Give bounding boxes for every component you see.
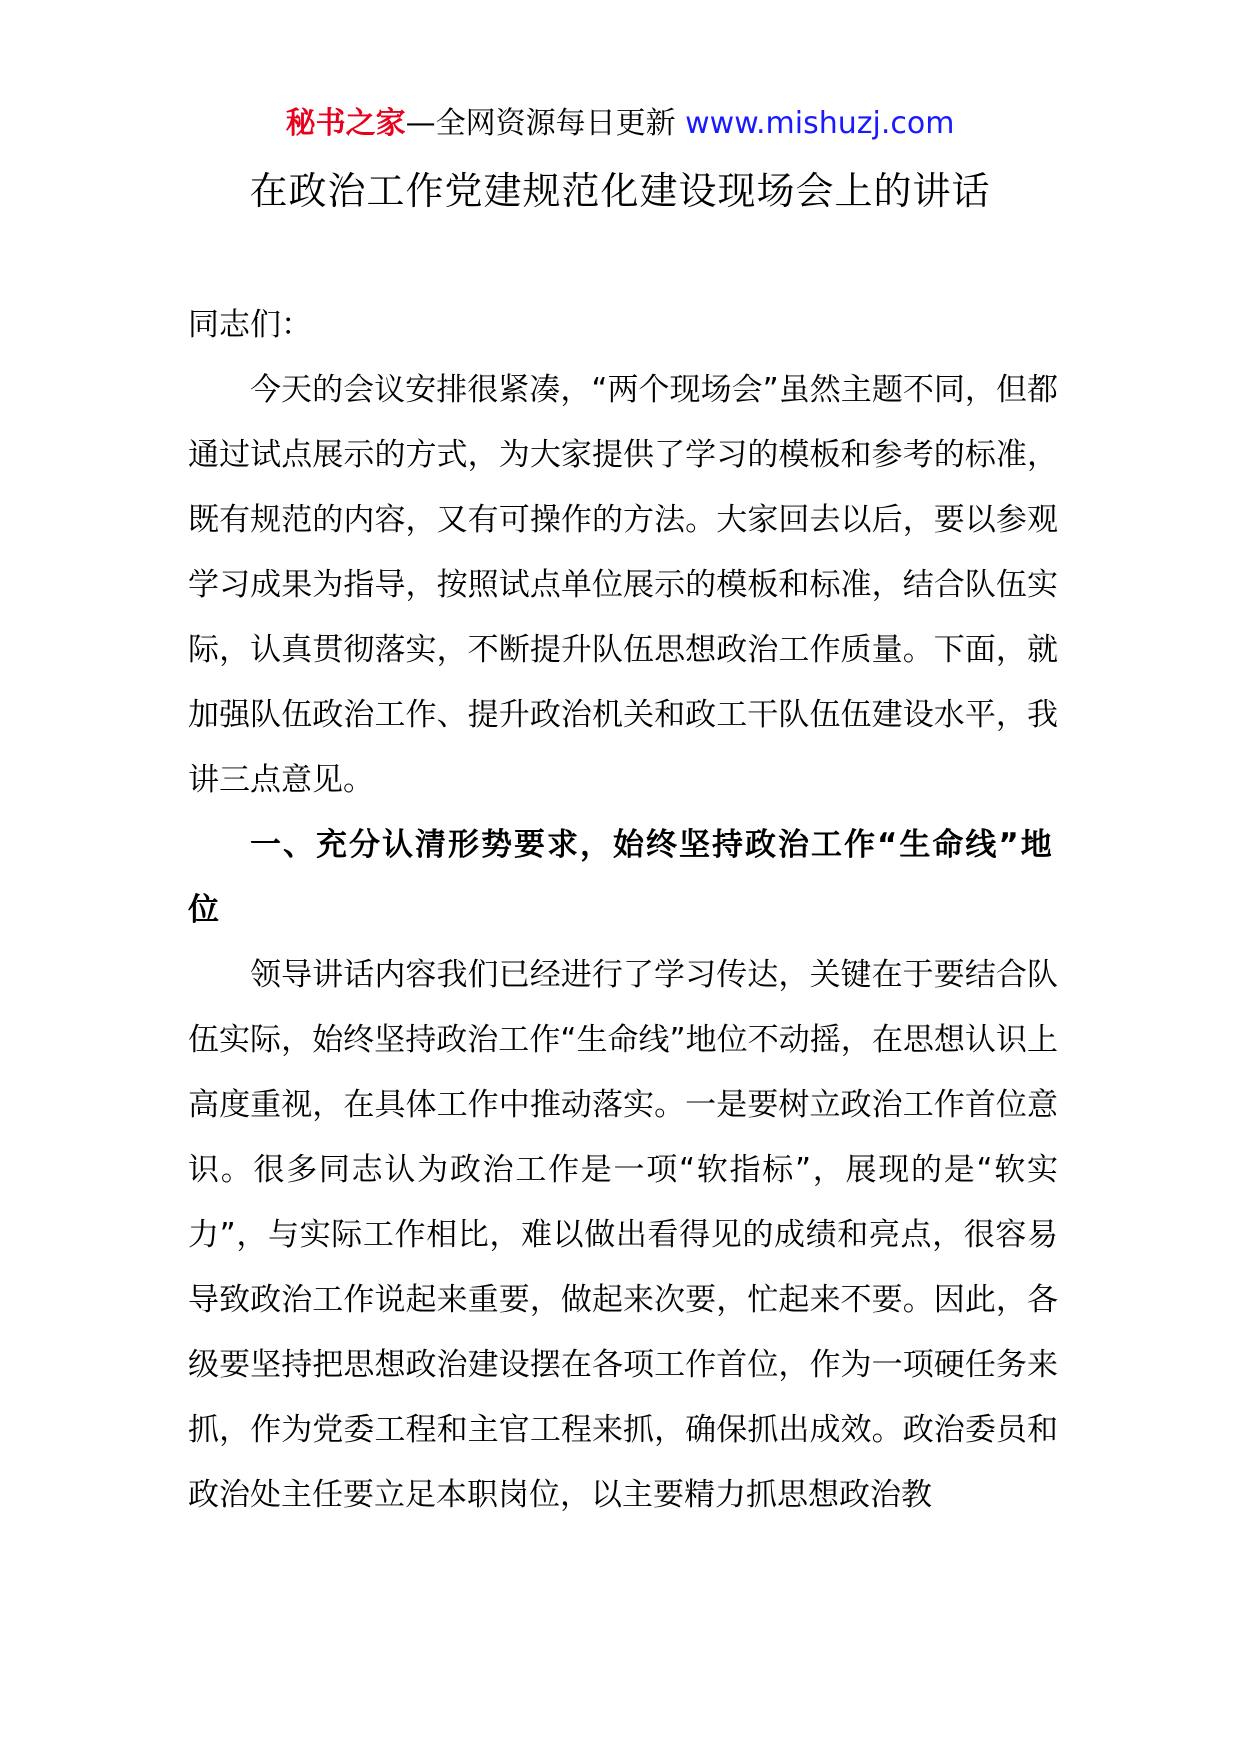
section-heading-1: 一、充分认清形势要求，始终坚持政治工作“生命线”地位	[188, 827, 1054, 928]
document-title: 在政治工作党建规范化建设现场会上的讲话	[249, 169, 991, 213]
brand-name: 秘书之家	[285, 106, 406, 141]
paragraph-section-1: 领导讲话内容我们已经进行了学习传达，关键在于要结合队伍实际，始终坚持政治工作“生命线”地位不动摇，在思想认识上高度重视，在具体工作中推动落实。一是要树立政治工作首位意识。很多同志认为政治工作是一项“软指标”，展现的是“软实力”，与实际工作相比，难以做出看得见的成绩和亮点，很容易导致政治工作说起来重要，做起来次要，忙起来不要。因此，各级要坚持把思想政治建设摆在各项工作首位，作为一项硬任务来抓，作为党委工程和主官工程来抓，确保抓出成效。政治委员和政治处主任要立足本职岗位，以主要精力抓思想政治教	[188, 957, 1058, 1513]
site-header	[0, 102, 1240, 146]
salutation: 同志们：	[188, 307, 312, 343]
site-url-link[interactable]: www.mishuzj.com	[685, 106, 955, 141]
document-body	[188, 293, 1058, 1528]
site-tagline: —全网资源每日更新	[405, 106, 676, 141]
paragraph-intro: 今天的会议安排很紧凑，“两个现场会”虽然主题不同，但都通过试点展示的方式，为大家提供了学习的模板和参考的标准，既有规范的内容，又有可操作的方法。大家回去以后，要以参观学习成果为指导，按照试点单位展示的模板和标准，结合队伍实际，认真贯彻落实，不断提升队伍思想政治工作质量。下面，就加强队伍政治工作、提升政治机关和政工干队伍伍建设水平，我讲三点意见。	[188, 372, 1058, 798]
